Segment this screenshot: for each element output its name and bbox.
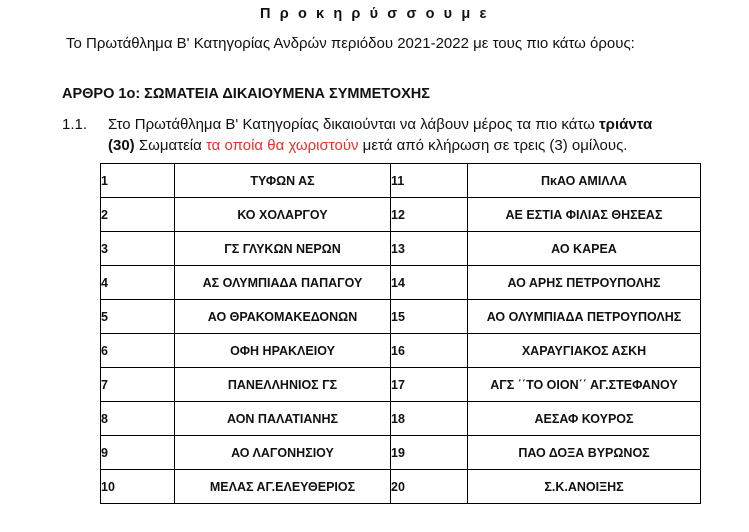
clause-red-text: τα οποία θα χωριστούν <box>205 137 359 154</box>
club-name: ΑΣ ΟΛΥΜΠΙΑΔΑ ΠΑΠΑΓΟΥ <box>175 266 391 300</box>
table-row <box>101 368 701 402</box>
table-row <box>101 334 701 368</box>
club-number: 14 <box>391 266 468 300</box>
clause-line-1 <box>108 116 652 133</box>
clubs-table <box>100 163 701 504</box>
club-name: ΠκΑΟ ΑΜΙΛΛΑ <box>468 164 701 198</box>
club-number: 4 <box>101 266 175 300</box>
club-number: 12 <box>391 198 468 232</box>
club-name: ΠΑΟ ΔΟΞΑ ΒΥΡΩΝΟΣ <box>468 436 701 470</box>
club-name: ΓΣ ΓΛΥΚΩΝ ΝΕΡΩΝ <box>175 232 391 266</box>
club-number: 17 <box>391 368 468 402</box>
club-number: 2 <box>101 198 175 232</box>
club-number: 10 <box>101 470 175 504</box>
club-number: 1 <box>101 164 175 198</box>
clause-number: 1.1. <box>62 116 88 133</box>
table-row <box>101 470 701 504</box>
club-number: 8 <box>101 402 175 436</box>
club-name: ΑΓΣ ΄΄ΤΟ ΟΙΟΝ΄΄ ΑΓ.ΣΤΕΦΑΝΟΥ <box>468 368 701 402</box>
club-number: 6 <box>101 334 175 368</box>
clause-line-2-text-a: Σωματεία <box>134 137 206 154</box>
club-name: ΚΟ ΧΟΛΑΡΓΟΥ <box>175 198 391 232</box>
club-number: 16 <box>391 334 468 368</box>
clause-line-2-text-b: μετά από κλήρωση σε τρεις (3) ομίλους. <box>358 137 628 154</box>
club-name: ΑΟ ΑΡΗΣ ΠΕΤΡΟΥΠΟΛΗΣ <box>468 266 701 300</box>
club-number: 20 <box>391 470 468 504</box>
intro-paragraph: Το Πρωτάθλημα Β' Κατηγορίας Ανδρών περιόδου 2021-2022 με τους πιο κάτω όρους: <box>66 35 635 52</box>
club-number: 19 <box>391 436 468 470</box>
club-name: ΑΟ ΚΑΡΕΑ <box>468 232 701 266</box>
club-name: ΑΕ ΕΣΤΙΑ ΦΙΛΙΑΣ ΘΗΣΕΑΣ <box>468 198 701 232</box>
club-number: 5 <box>101 300 175 334</box>
clause-line-1-text: Στο Πρωτάθλημα Β' Κατηγορίας δικαιούνται να λάβουν μέρος τα πιο κάτω <box>108 116 599 133</box>
table-row <box>101 402 701 436</box>
club-name: ΧΑΡΑΥΓΙΑΚΟΣ ΑΣΚΗ <box>468 334 701 368</box>
club-name: ΜΕΛΑΣ ΑΓ.ΕΛΕΥΘΕΡΙΟΣ <box>175 470 391 504</box>
club-number: 9 <box>101 436 175 470</box>
club-name: ΑΟ ΛΑΓΟΝΗΣΙΟΥ <box>175 436 391 470</box>
club-name: ΠΑΝΕΛΛΗΝΙΟΣ ΓΣ <box>175 368 391 402</box>
table-row <box>101 164 701 198</box>
club-name: ΤΥΦΩΝ ΑΣ <box>175 164 391 198</box>
club-name: Σ.Κ.ΑΝΟΙΞΗΣ <box>468 470 701 504</box>
table-row <box>101 300 701 334</box>
article-title: ΑΡΘΡΟ 1ο: ΣΩΜΑΤΕΙΑ ΔΙΚΑΙΟΥΜΕΝΑ ΣΥΜΜΕΤΟΧΗΣ <box>62 86 430 102</box>
clause-count-bold: (30) <box>108 137 135 154</box>
table-row <box>101 198 701 232</box>
club-name: ΑΟ ΟΛΥΜΠΙΑΔΑ ΠΕΤΡΟΥΠΟΛΗΣ <box>468 300 701 334</box>
club-name: ΑΟΝ ΠΑΛΑΤΙΑΝΗΣ <box>175 402 391 436</box>
table-row <box>101 266 701 300</box>
club-number: 15 <box>391 300 468 334</box>
club-name: ΑΕΣΑΦ ΚΟΥΡΟΣ <box>468 402 701 436</box>
club-name: ΟΦΗ ΗΡΑΚΛΕΙΟΥ <box>175 334 391 368</box>
clause-line-1-bold: τριάντα <box>598 116 653 133</box>
club-number: 13 <box>391 232 468 266</box>
club-number: 11 <box>391 164 468 198</box>
clause-line-2 <box>108 137 627 154</box>
clubs-table-body <box>101 164 701 504</box>
document-heading: Π ρ ο κ η ρ ύ σ σ ο υ μ ε <box>260 6 489 22</box>
club-number: 18 <box>391 402 468 436</box>
club-name: ΑΟ ΘΡΑΚΟΜΑΚΕΔΟΝΩΝ <box>175 300 391 334</box>
club-number: 3 <box>101 232 175 266</box>
table-row <box>101 232 701 266</box>
club-number: 7 <box>101 368 175 402</box>
table-row <box>101 436 701 470</box>
